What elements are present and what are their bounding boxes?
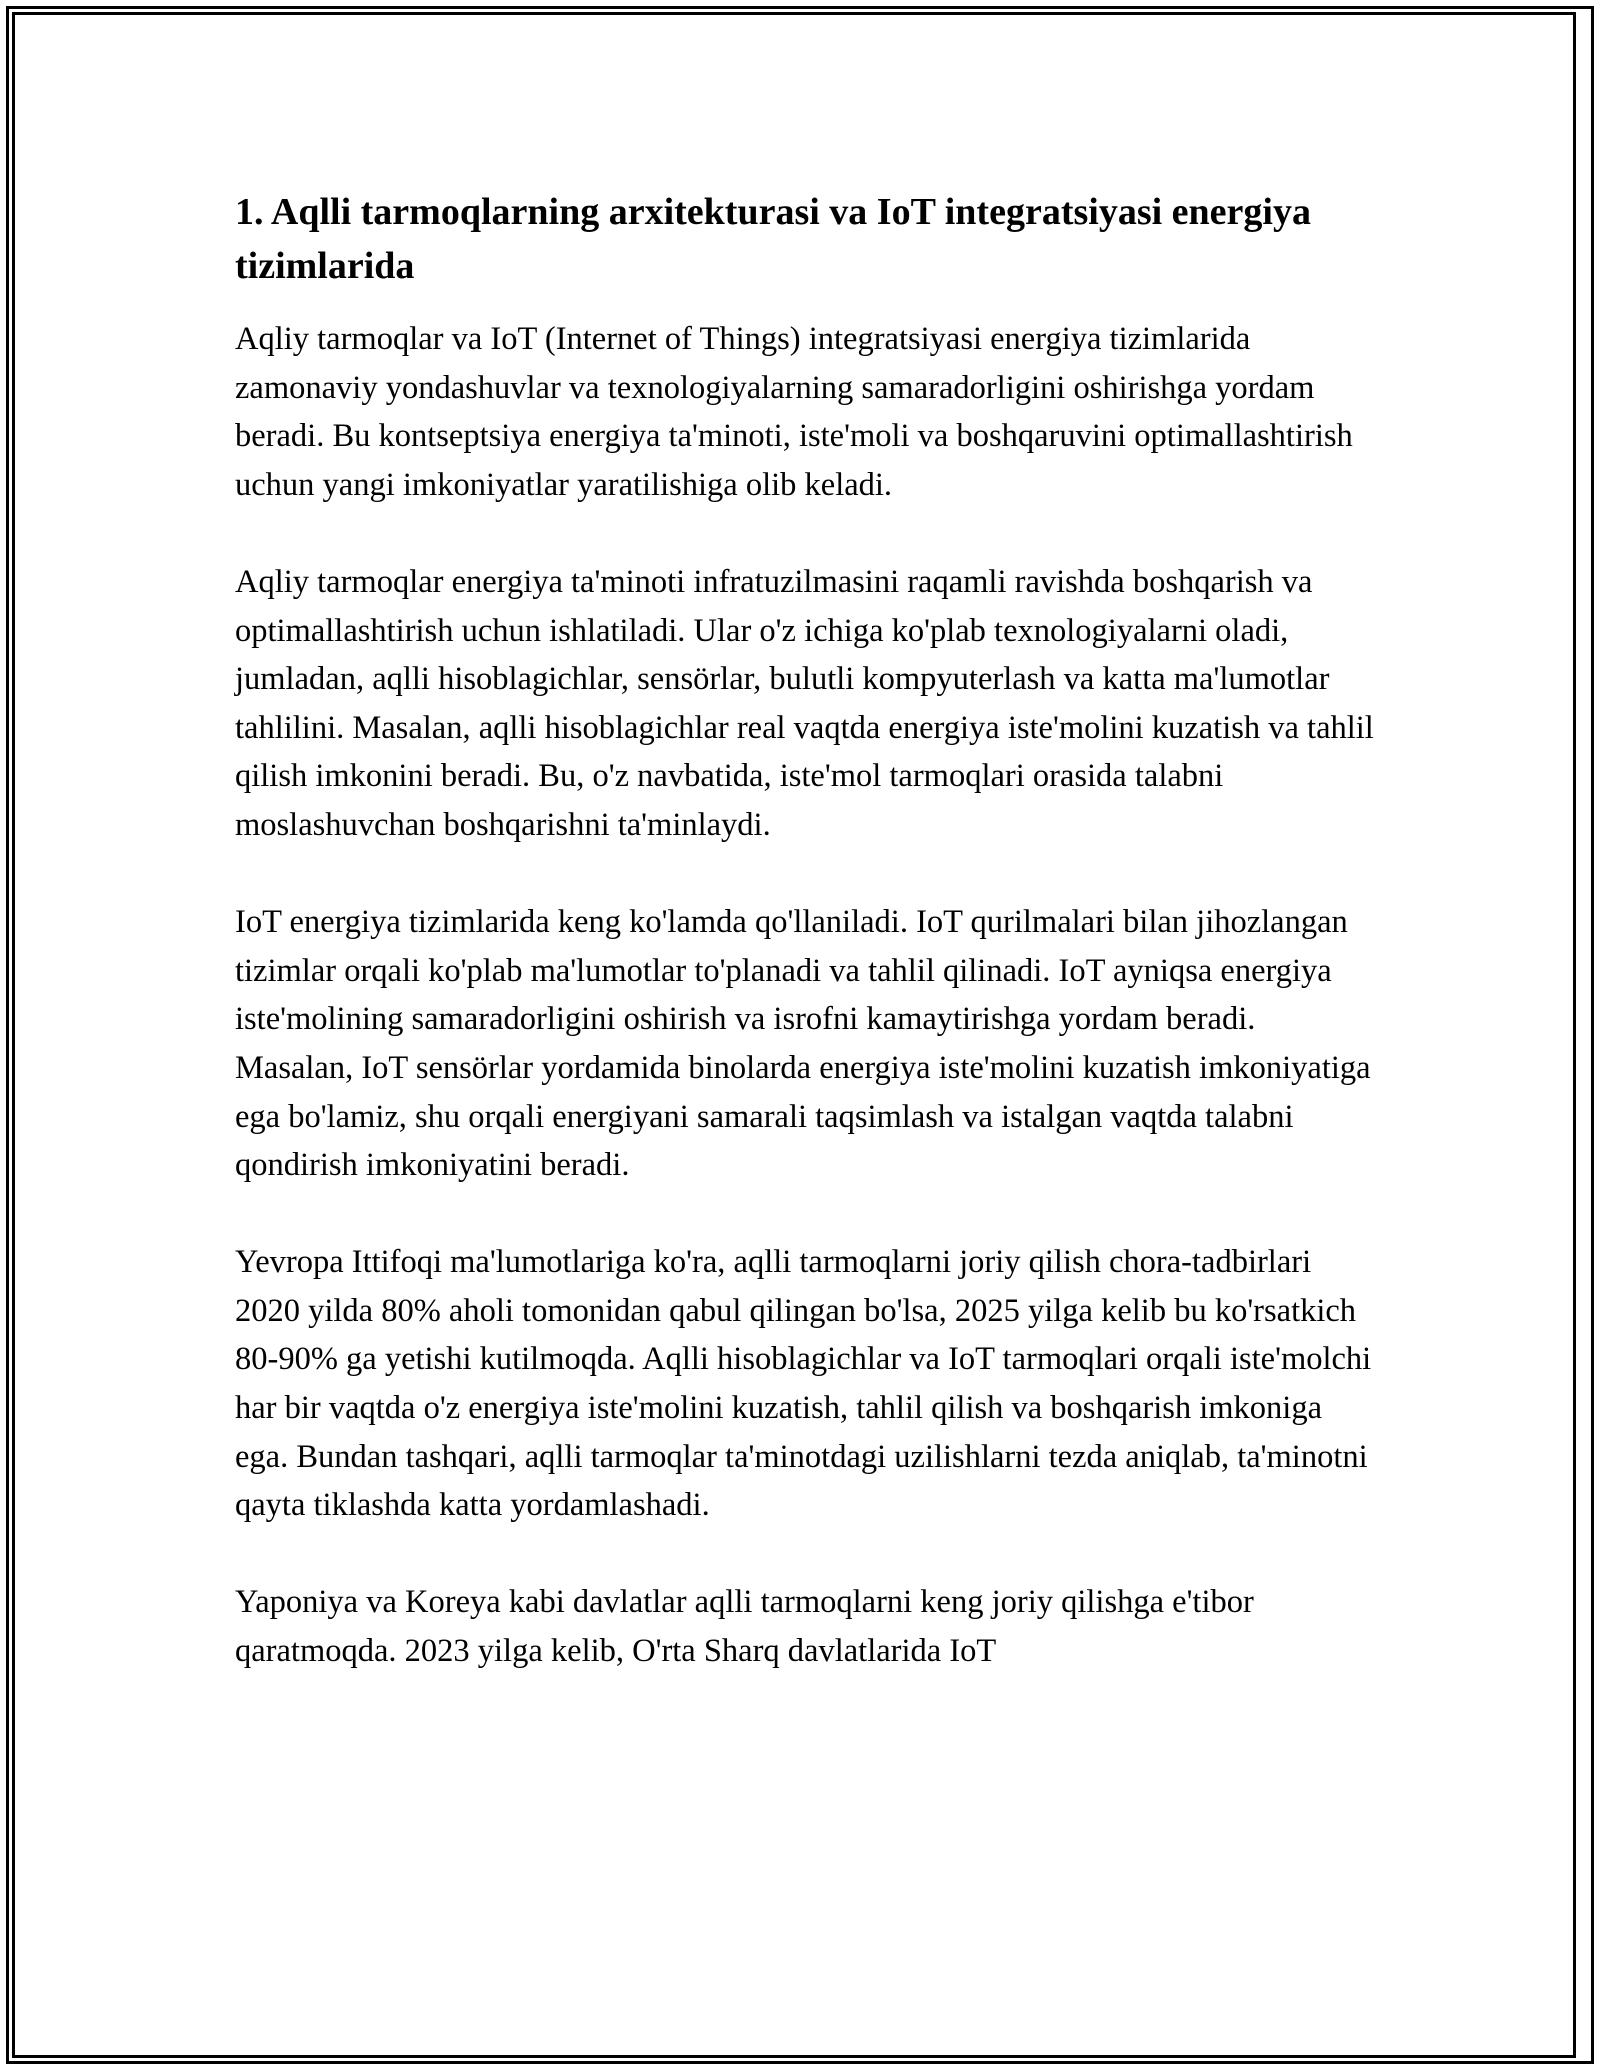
paragraph-2: Aqliy tarmoqlar energiya ta'minoti infratuzilmasini raqamli ravishda boshqarish va optimallashtirish uchun ishlatiladi. Ular o'z ichiga ko'plab texnologiyalarni oladi, jumladan, aqlli hisoblagichlar, sensörlar, bulutli kompyuterlash va katta ma'lumotlar tahlilini. Masalan, aqlli hisoblagichlar real vaqtda energiya iste'molini kuzatish va tahlil qilish imkonini beradi. Bu, o'z navbatida, iste'mol tarmoqlari orasida talabni moslashuvchan boshqarishni ta'minlaydi. xyxy=(235,563,1374,843)
paragraph-3: IoT energiya tizimlarida keng ko'lamda qo'llaniladi. IoT qurilmalari bilan jihozlangan tizimlar orqali ko'plab ma'lumotlar to'planadi va tahlil qilinadi. IoT ayniqsa energiya iste'molining samaradorligini oshirish va isrofni kamaytirishga yordam beradi. Masalan, IoT sensörlar yordamida binolarda energiya iste'molini kuzatish imkoniyatiga ega bo'lamiz, shu orqali energiyani samarali taqsimlash va istalgan vaqtda talabni qondirish imkoniyatini beradi. xyxy=(235,904,1371,1184)
paragraph-1: Aqliy tarmoqlar va IoT (Internet of Things) integratsiyasi energiya tizimlarida zamonaviy yondashuvlar va texnologiyalarning samaradorligini oshirishga yordam beradi. Bu kontseptsiya energiya ta'minoti, iste'moli va boshqaruvini optimallashtirish uchun yangi imkoniyatlar yaratilishiga olib keladi. xyxy=(235,321,1353,503)
document-body xyxy=(235,185,1375,1724)
paragraph-4: Yevropa Ittifoqi ma'lumotlariga ko'ra, aqlli tarmoqlarni joriy qilish chora-tadbirlari 2020 yilda 80% aholi tomonidan qabul qilingan bo'lsa, 2025 yilga kelib bu ko'rsatkich 80-90% ga yetishi kutilmoqda. Aqlli hisoblagichlar va IoT tarmoqlari orqali iste'molchi har bir vaqtda o'z energiya iste'molini kuzatish, tahlil qilish va boshqarish imkoniga ega. Bundan tashqari, aqlli tarmoqlar ta'minotdagi uzilishlarni tezda aniqlab, ta'minotni qayta tiklashda katta yordamlashadi. xyxy=(235,1244,1372,1524)
paragraph-5: Yaponiya va Koreya kabi davlatlar aqlli tarmoqlarni keng joriy qilishga e'tibor qaratmoqda. 2023 yilga kelib, O'rta Sharq davlatlarida IoT xyxy=(235,1584,1254,1670)
section-heading: 1. Aqlli tarmoqlarning arxitekturasi va IoT integratsiyasi energiya tizimlarida xyxy=(235,191,1311,287)
